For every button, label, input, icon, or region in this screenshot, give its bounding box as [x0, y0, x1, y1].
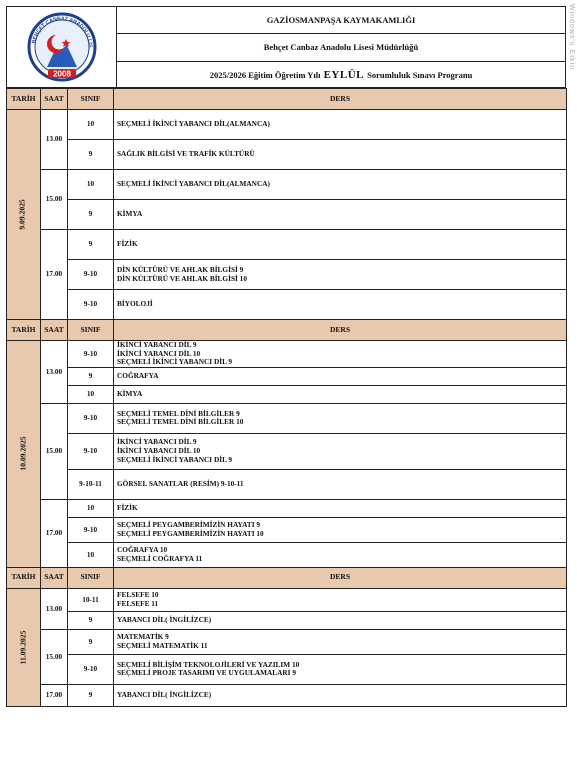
program-year-text: 2025/2026 Eğitim Öğretim Yılı — [209, 70, 321, 81]
course-cell — [114, 290, 567, 320]
column-header-ders: DERS — [114, 320, 567, 341]
class-level: 9 — [68, 629, 114, 654]
class-level: 9 — [68, 230, 114, 260]
school-logo-emblem-icon — [7, 7, 117, 89]
course-name: BİYOLOJİ — [117, 299, 153, 309]
column-header-tarih: TARİH — [7, 567, 41, 588]
course-name: COĞRAFYA 10 — [117, 545, 168, 555]
course-name: FELSEFE 10 — [117, 590, 159, 600]
course-name: İKİNCİ YABANCI DİL 10 — [117, 446, 201, 456]
column-header-tarih: TARİH — [7, 320, 41, 341]
exam-time: 13.00 — [41, 588, 68, 629]
course-cell — [114, 200, 567, 230]
course-cell — [114, 611, 567, 629]
course-cell — [114, 170, 567, 200]
exam-time: 13.00 — [41, 341, 68, 404]
course-name: SEÇMELİ MATEMATİK 11 — [117, 640, 208, 650]
column-header-row — [7, 567, 567, 588]
class-level: 10 — [68, 170, 114, 200]
exam-date-cell — [7, 110, 41, 320]
course-name: SEÇMELİ TEMEL DİNİ BİLGİLER 9 — [117, 408, 240, 418]
course-name: SEÇMELİ COĞRAFYA 11 — [117, 553, 203, 563]
table-row — [7, 290, 567, 320]
course-name: SEÇMELİ PEYGAMBERİMİZİN HAYATI 9 — [117, 520, 261, 530]
class-level: 9-10 — [68, 654, 114, 684]
svg-text:2008: 2008 — [53, 69, 71, 79]
table-row — [7, 110, 567, 140]
table-row — [7, 200, 567, 230]
column-header-saat: SAAT — [41, 567, 68, 588]
course-cell — [114, 654, 567, 684]
course-cell — [114, 367, 567, 385]
course-name: SEÇMELİ PROJE TASARIMI VE UYGULAMALARI 9 — [117, 668, 296, 678]
document-header — [6, 6, 566, 88]
class-level: 9 — [68, 684, 114, 706]
exam-time: 17.00 — [41, 230, 68, 320]
class-level: 10 — [68, 499, 114, 517]
course-name: FİZİK — [117, 239, 138, 249]
column-header-sinif: SINIF — [68, 89, 114, 110]
class-level: 9-10 — [68, 517, 114, 542]
table-row — [7, 654, 567, 684]
course-name: FİZİK — [117, 503, 138, 513]
column-header-sinif: SINIF — [68, 567, 114, 588]
course-name: SEÇMELİ İKİNCİ YABANCI DİL 9 — [117, 357, 233, 367]
course-cell — [114, 517, 567, 542]
course-cell — [114, 403, 567, 433]
course-cell — [114, 260, 567, 290]
course-name: FELSEFE 11 — [117, 598, 159, 608]
course-name: SEÇMELİ BİLİŞİM TEKNOLOJİLERİ VE YAZILIM 10 — [117, 659, 300, 669]
course-cell — [114, 110, 567, 140]
program-month: EYLÜL — [323, 69, 364, 82]
course-name: SEÇMELİ İKİNCİ YABANCI DİL(ALMANCA) — [117, 179, 270, 189]
class-level: 9-10 — [68, 433, 114, 469]
class-level: 10 — [68, 385, 114, 403]
exam-date-cell — [7, 341, 41, 568]
table-row — [7, 367, 567, 385]
school-logo — [7, 7, 117, 89]
table-row — [7, 629, 567, 654]
table-row — [7, 588, 567, 611]
class-level: 9 — [68, 367, 114, 385]
class-level: 9-10-11 — [68, 469, 114, 499]
column-header-saat: SAAT — [41, 320, 68, 341]
class-level: 9 — [68, 140, 114, 170]
course-cell — [114, 469, 567, 499]
table-row — [7, 170, 567, 200]
course-cell — [114, 629, 567, 654]
course-cell — [114, 385, 567, 403]
course-name: COĞRAFYA — [117, 371, 159, 381]
course-cell — [114, 230, 567, 260]
exam-time: 15.00 — [41, 170, 68, 230]
course-cell — [114, 341, 567, 368]
course-name: İKİNCİ YABANCI DİL 9 — [117, 340, 197, 349]
class-level: 9-10 — [68, 403, 114, 433]
course-name: SEÇMELİ İKİNCİ YABANCI DİL 9 — [117, 454, 233, 464]
table-row — [7, 469, 567, 499]
column-header-tarih: TARİH — [7, 89, 41, 110]
class-level: 10 — [68, 542, 114, 567]
course-name: İKİNCİ YABANCI DİL 9 — [117, 437, 197, 447]
class-level: 9-10 — [68, 341, 114, 368]
exam-date: 11.09.2025 — [18, 630, 28, 665]
exam-time: 15.00 — [41, 629, 68, 684]
table-row — [7, 684, 567, 706]
table-row — [7, 433, 567, 469]
course-name: KİMYA — [117, 209, 143, 219]
course-cell — [114, 433, 567, 469]
course-name: DİN KÜLTÜRÜ VE AHLAK BİLGİSİ 10 — [117, 273, 247, 283]
exam-time: 15.00 — [41, 403, 68, 499]
class-level: 10-11 — [68, 588, 114, 611]
svg-text:BEHÇET CANBAZ ANADOLU LİSESİ: BEHÇET CANBAZ ANADOLU LİS — [31, 15, 94, 48]
class-level: 9-10 — [68, 290, 114, 320]
course-name: MATEMATİK 9 — [117, 632, 169, 642]
header-line-program — [117, 62, 565, 89]
course-name: SEÇMELİ İKİNCİ YABANCI DİL(ALMANCA) — [117, 119, 270, 129]
course-name: GÖRSEL SANATLAR (RESİM) 9-10-11 — [117, 479, 244, 489]
table-row — [7, 611, 567, 629]
course-name: YABANCI DİL( İNGİLİZCE) — [117, 690, 212, 700]
column-header-saat: SAAT — [41, 89, 68, 110]
class-level: 9 — [68, 611, 114, 629]
course-cell — [114, 684, 567, 706]
column-header-row — [7, 320, 567, 341]
course-cell — [114, 588, 567, 611]
header-line-school: Behçet Canbaz Anadolu Lisesi Müdürlüğü — [117, 34, 565, 61]
course-name: KİMYA — [117, 389, 143, 399]
column-header-ders: DERS — [114, 567, 567, 588]
column-header-sinif: SINIF — [68, 320, 114, 341]
course-name: SEÇMELİ PEYGAMBERİMİZİN HAYATI 10 — [117, 528, 264, 538]
course-name: SEÇMELİ TEMEL DİNİ BİLGİLER 10 — [117, 417, 244, 427]
column-header-row — [7, 89, 567, 110]
header-line-district: GAZİOSMANPAŞA KAYMAKAMLIĞI — [117, 7, 565, 34]
course-cell — [114, 542, 567, 567]
course-cell — [114, 140, 567, 170]
table-row — [7, 341, 567, 368]
exam-schedule-sheet — [6, 6, 566, 707]
exam-date: 9.09.2025 — [18, 199, 28, 230]
table-row — [7, 542, 567, 567]
exam-time: 17.00 — [41, 499, 68, 567]
column-header-ders: DERS — [114, 89, 567, 110]
program-title-text: Sorumluluk Sınavı Programı — [367, 70, 473, 81]
schedule-table — [6, 88, 567, 707]
table-row — [7, 140, 567, 170]
exam-time: 13.00 — [41, 110, 68, 170]
course-name: İKİNCİ YABANCI DİL 10 — [117, 348, 201, 358]
exam-date-cell — [7, 588, 41, 706]
table-row — [7, 499, 567, 517]
table-row — [7, 517, 567, 542]
course-cell — [114, 499, 567, 517]
class-level: 9-10 — [68, 260, 114, 290]
table-row — [7, 230, 567, 260]
class-level: 9 — [68, 200, 114, 230]
table-row — [7, 385, 567, 403]
table-row — [7, 260, 567, 290]
exam-time: 17.00 — [41, 684, 68, 706]
table-row — [7, 403, 567, 433]
class-level: 10 — [68, 110, 114, 140]
course-name: DİN KÜLTÜRÜ VE AHLAK BİLGİSİ 9 — [117, 264, 244, 274]
course-name: SAĞLIK BİLGİSİ VE TRAFİK KÜLTÜRÜ — [117, 149, 255, 159]
activation-watermark: Windows'u Etkin — [568, 4, 575, 71]
course-name: YABANCI DİL( İNGİLİZCE) — [117, 615, 212, 625]
exam-date: 10.09.2025 — [18, 436, 28, 471]
